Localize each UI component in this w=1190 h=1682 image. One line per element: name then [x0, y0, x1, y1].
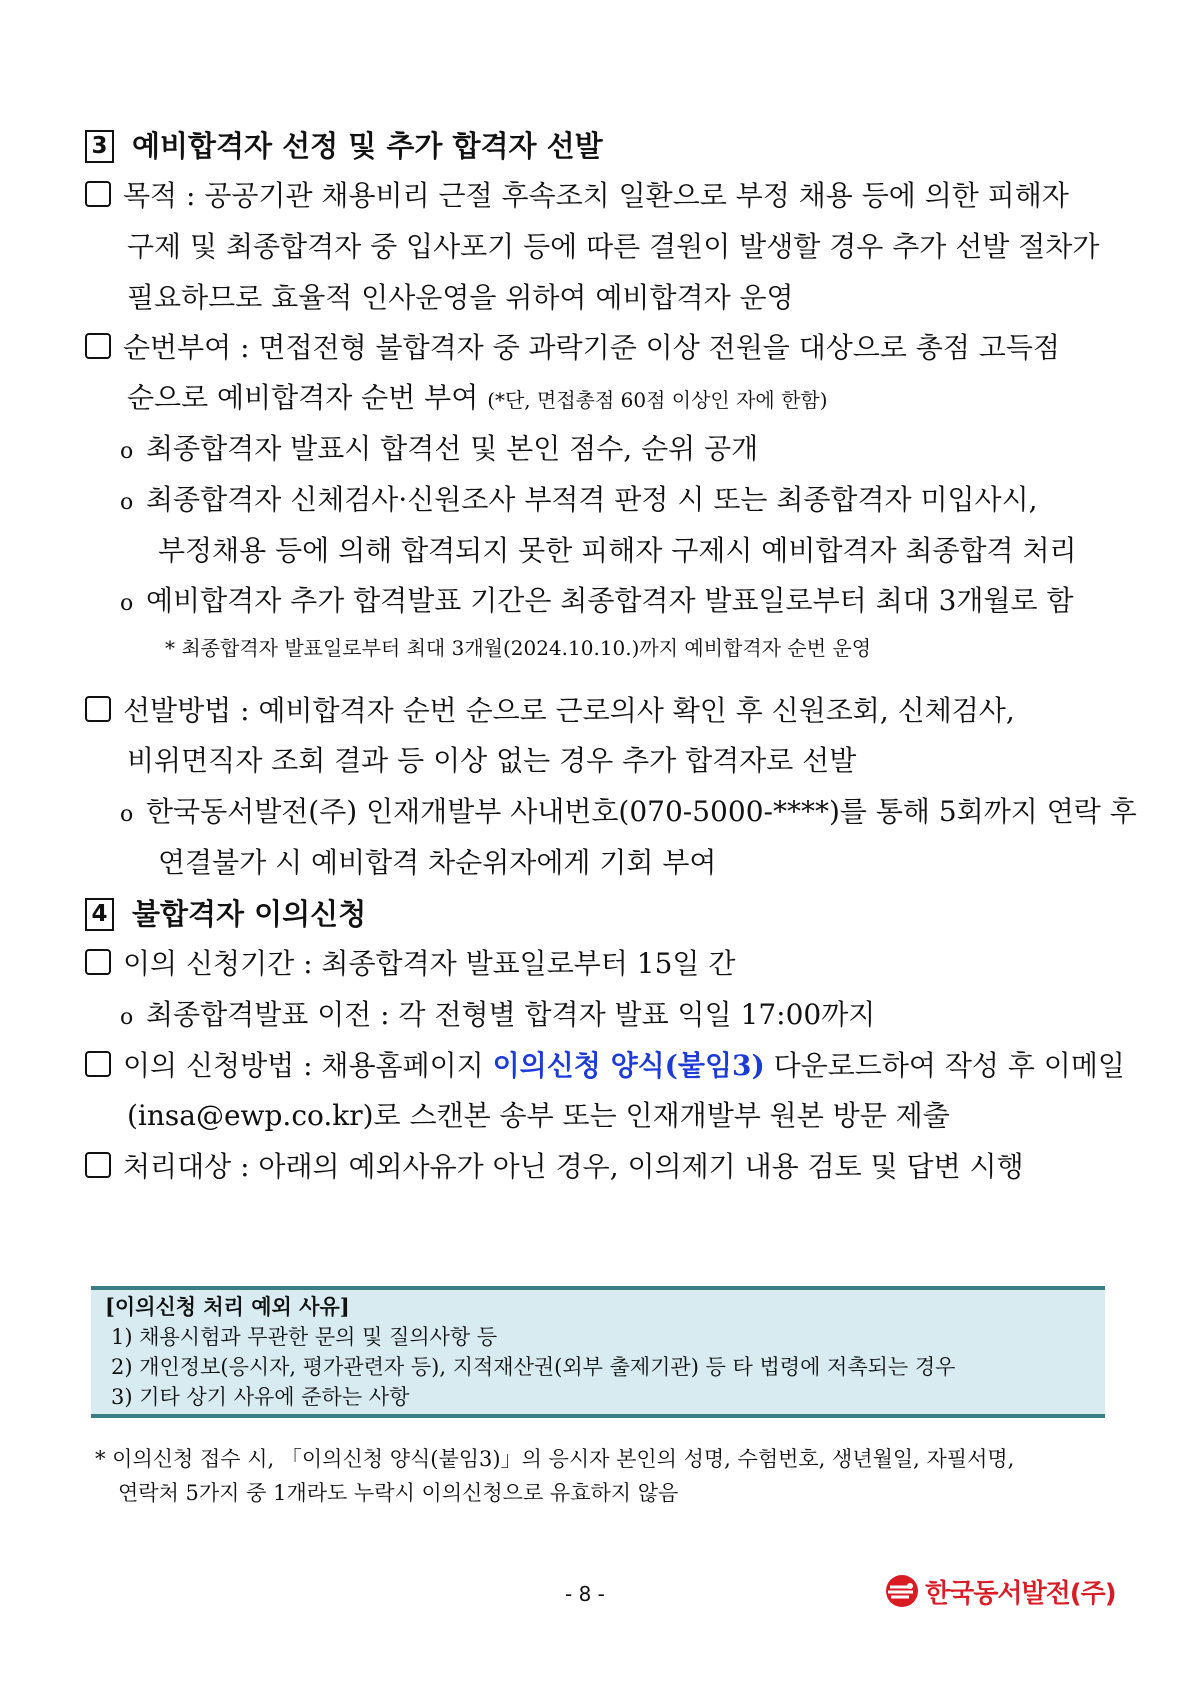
ranking-bullet-2 [120, 482, 1038, 521]
logo-text: 한국동서발전(주) [925, 1578, 1116, 1609]
ranking-bullet-2-line-2: 부정채용 등에 의해 합격되지 못한 피해자 구제시 예비합격자 최종합격 처리 [158, 534, 1077, 567]
objection-period-item [85, 946, 735, 982]
objection-footnote-line-1: * 이의신청 접수 시, 「이의신청 양식(붙임3)」의 응시자 본인의 성명, 수험번호, 생년월일, 자필서명, [95, 1447, 1015, 1471]
ranking-bullet-3 [120, 583, 1074, 622]
method-bullet-text: 한국동서발전(주) 인재개발부 사내번호(070-5000-****)를 통해 5회까지 연락 후 [146, 795, 1137, 828]
objection-method-line-2: (insa@ewp.co.kr)로 스캔본 송부 또는 인재개발부 원본 방문 제출 [127, 1099, 950, 1132]
checkbox-square-icon [85, 1152, 111, 1178]
purpose-line-3: 필요하므로 효율적 인사운영을 위하여 예비합격자 운영 [127, 281, 794, 314]
objection-method-item [85, 1048, 1125, 1084]
purpose-item [85, 178, 1069, 214]
method-bullet-line-2: 연결불가 시 예비합격 차순위자에게 기회 부여 [158, 846, 717, 879]
checkbox-square-icon [85, 333, 111, 359]
purpose-line-1: 목적 : 공공기관 채용비리 근절 후속조치 일환으로 부정 채용 등에 의한 피해자 [123, 179, 1069, 212]
exceptions-box [91, 1286, 1105, 1418]
checkbox-square-icon [85, 1051, 111, 1077]
ranking-item [85, 330, 1060, 366]
ranking-bullet-1-text: 최종합격자 발표시 합격선 및 본인 점수, 순위 공개 [146, 432, 759, 465]
ranking-bullet-1 [120, 431, 758, 470]
objection-method-suffix: 다운로드하여 작성 후 이메일 [764, 1049, 1125, 1082]
ranking-line-1: 순번부여 : 면접전형 불합격자 중 과락기준 이상 전원을 대상으로 총점 고득점 [123, 331, 1060, 364]
checkbox-square-icon [85, 181, 111, 207]
section-title: 불합격자 이의신청 [132, 897, 367, 931]
objection-period-bullet-text: 최종합격발표 이전 : 각 전형별 합격자 발표 익일 17:00까지 [146, 998, 876, 1031]
ranking-footnote: * 최종합격자 발표일로부터 최대 3개월(2024.10.10.)까지 예비합격자 순번 운영 [165, 636, 872, 660]
exceptions-title: [이의신청 처리 예외 사유] [105, 1294, 350, 1319]
company-logo [885, 1572, 1116, 1610]
objection-period-text: 이의 신청기간 : 최종합격자 발표일로부터 15일 간 [123, 947, 736, 980]
objection-period-bullet [120, 997, 875, 1036]
ranking-line-2 [127, 380, 828, 418]
exception-item-2: 2) 개인정보(응시자, 평가관련자 등), 지적재산권(외부 출제기관) 등 타 법령에 저촉되는 경우 [111, 1355, 956, 1379]
checkbox-square-icon [85, 949, 111, 975]
processing-target-item [85, 1149, 1024, 1185]
ranking-bullet-2-text: 최종합격자 신체검사·신원조사 부적격 판정 시 또는 최종합격자 미입사시, [146, 483, 1038, 516]
objection-form-link[interactable]: 이의신청 양식(붙임3) [492, 1049, 765, 1082]
bullet-circle-icon: o [120, 591, 134, 616]
section-number-box: 4 [85, 898, 114, 931]
exception-item-3: 3) 기타 상기 사유에 준하는 사항 [111, 1385, 410, 1409]
section-number-box: 3 [85, 130, 114, 163]
checkbox-square-icon [85, 696, 111, 722]
objection-method-prefix: 이의 신청방법 : 채용홈페이지 [123, 1049, 493, 1082]
bullet-circle-icon: o [120, 490, 134, 515]
page-number: - 8 - [565, 1582, 605, 1606]
bullet-circle-icon: o [120, 439, 134, 464]
purpose-line-2: 구제 및 최종합격자 중 입사포기 등에 따른 결원이 발생할 경우 추가 선발 절차가 [127, 230, 1100, 263]
method-item [85, 693, 1015, 729]
section-3-heading [85, 128, 603, 164]
ranking-line-2-text: 순으로 예비합격자 순번 부여 [127, 381, 479, 414]
objection-footnote-line-2: 연락처 5가지 중 1개라도 누락시 이의신청으로 유효하지 않음 [118, 1481, 679, 1505]
section-title: 예비합격자 선정 및 추가 합격자 선발 [132, 129, 603, 163]
bullet-circle-icon: o [120, 1005, 134, 1030]
method-line-1: 선발방법 : 예비합격자 순번 순으로 근로의사 확인 후 신원조회, 신체검사, [123, 694, 1015, 727]
section-4-heading [85, 896, 366, 932]
ewp-logo-icon [885, 1574, 919, 1608]
ranking-condition-note: (*단, 면접총점 60점 이상인 자에 한함) [487, 388, 828, 412]
method-line-2: 비위면직자 조회 결과 등 이상 없는 경우 추가 합격자로 선발 [127, 744, 857, 777]
processing-target-text: 처리대상 : 아래의 예외사유가 아닌 경우, 이의제기 내용 검토 및 답변 시행 [123, 1150, 1024, 1183]
ranking-bullet-3-text: 예비합격자 추가 합격발표 기간은 최종합격자 발표일로부터 최대 3개월로 함 [146, 584, 1074, 617]
exception-item-1: 1) 채용시험과 무관한 문의 및 질의사항 등 [111, 1325, 498, 1349]
method-bullet [120, 794, 1137, 833]
bullet-circle-icon: o [120, 802, 134, 827]
